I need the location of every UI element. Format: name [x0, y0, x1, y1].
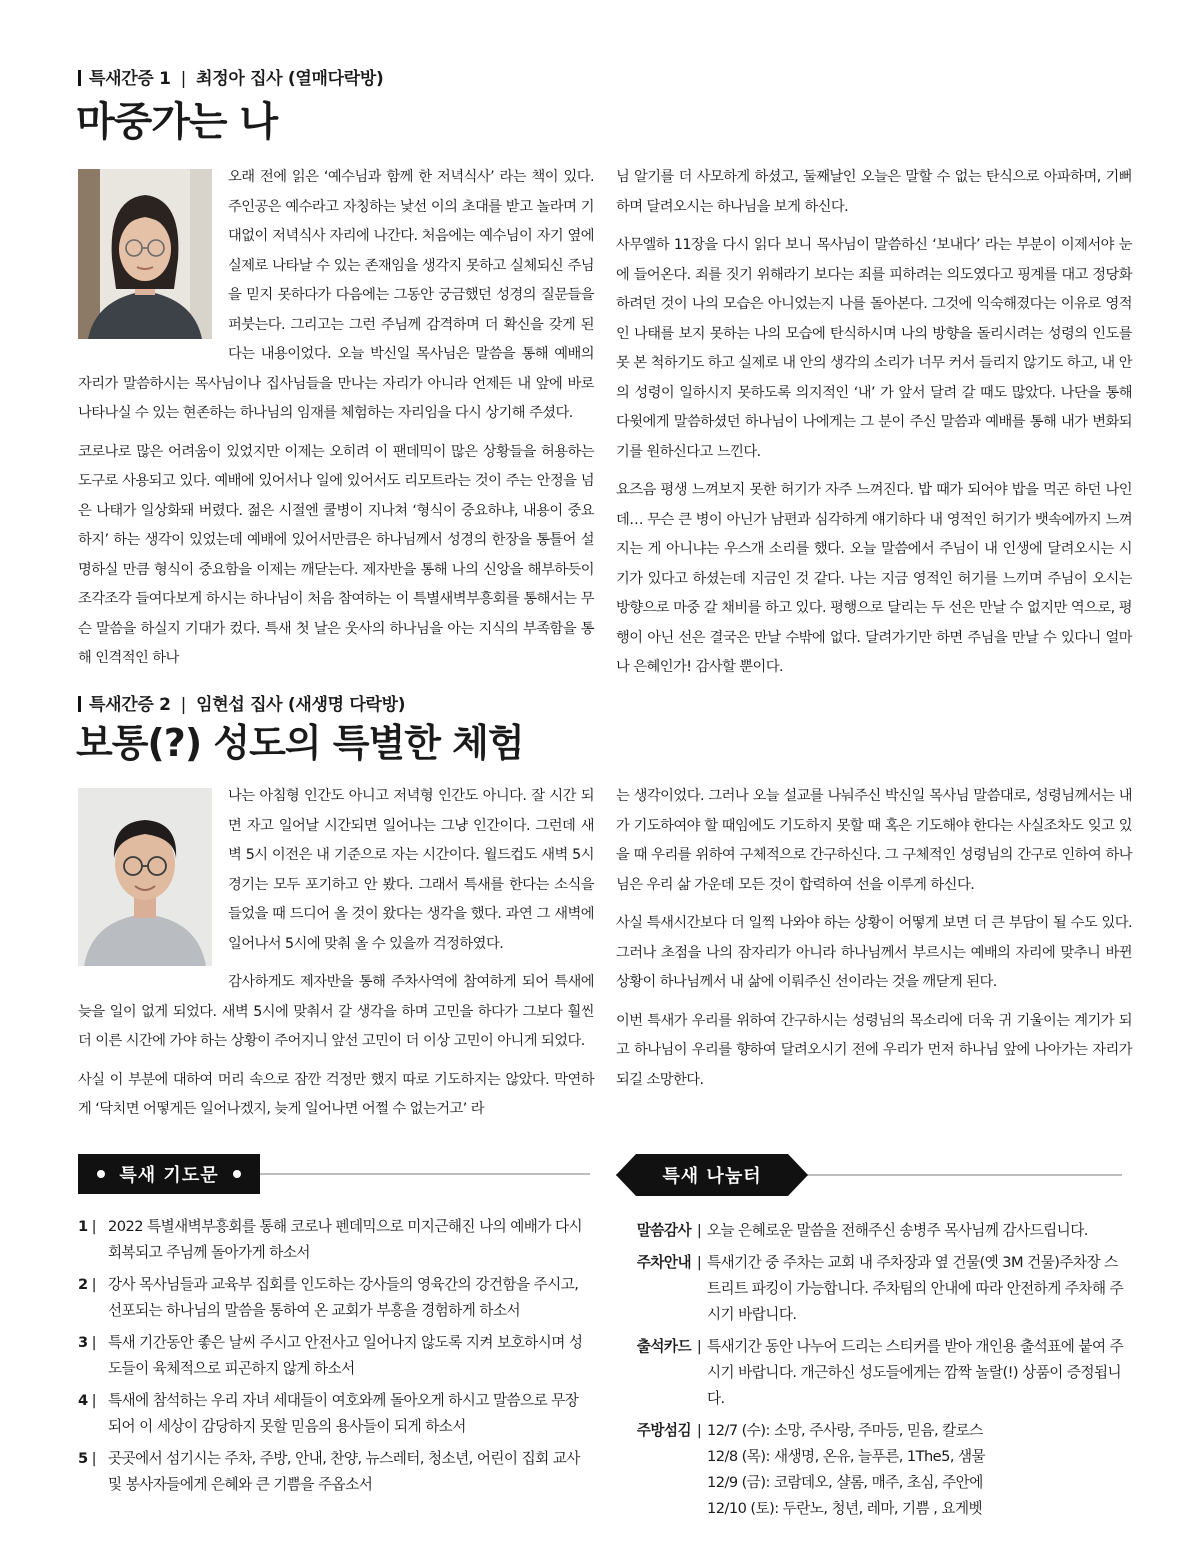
prayer-list — [78, 1214, 590, 1504]
sharing-list — [616, 1218, 1126, 1528]
testimony2-left-column — [78, 782, 594, 1134]
prayer-text: 특새 기간동안 좋은 날씨 주시고 안전사고 일어나지 않도록 지켜 보호하시며 성도들이 육체적으로 피곤하지 않게 하소서 — [108, 1334, 583, 1377]
sharing-heading-label: 특새 나눔터 — [662, 1166, 762, 1187]
prayer-number: 4 — [78, 1392, 88, 1409]
prayer-number-pipe: | — [91, 1276, 96, 1293]
kicker-separator: | — [180, 695, 187, 715]
prayer-heading — [78, 1154, 260, 1194]
testimony1-author: 최정아 집사 (열매다락방) — [196, 69, 384, 89]
prayer-number: 5 — [78, 1450, 88, 1467]
list-item — [78, 1388, 590, 1440]
prayer-number: 1 — [78, 1218, 88, 1235]
testimony1-photo — [78, 169, 212, 339]
testimony1-right-column — [616, 163, 1132, 692]
kicker-bar — [78, 70, 81, 86]
notice-label: 주방섬김 — [636, 1422, 691, 1439]
notice-text: 특새기간 중 주차는 교회 내 주차장과 옆 건물(옛 3M 건물)주차장 스트리트 파킹이 가능합니다. 주차팀의 안내에 따라 안전하게 주차해 주시기 바랍니다. — [707, 1254, 1124, 1323]
testimony2-title: 보통(?) 성도의 특별한 체험 — [76, 721, 524, 765]
testimony2-author: 임현섭 집사 (새생명 다락방) — [196, 695, 406, 715]
testimony2-paragraph-3: 사실 이 부분에 대하여 머리 속으로 잠깐 걱정만 했지 따로 기도하지는 않았다. 막연하게 ‘닥치면 어떻게든 일어나겠지, 늦게 일어나면 어쩔 수 없는거고’ 라 — [78, 1071, 594, 1117]
kitchen-schedule — [707, 1418, 1126, 1522]
testimony2-kicker — [78, 690, 405, 715]
testimony2-kicker-label: 특새간증 2 — [89, 695, 171, 715]
prayer-text: 강사 목사님들과 교육부 집회를 인도하는 강사들의 영육간의 강건함을 주시고, 선포되는 하나님의 말씀을 통하여 온 교회가 부흥을 경험하게 하소서 — [108, 1276, 579, 1319]
notice-pipe: | — [696, 1254, 702, 1271]
testimony2-paragraph-4: 는 생각이었다. 그러나 오늘 설교를 나눠주신 박신일 목사님 말씀대로, 성령님께서는 내가 기도하여야 할 때임에도 기도하지 못할 때 혹은 기도해야 한다는 사실조차도 잊고 있을 때 우리를 위하여 구체적으로 간구하신다. 그 구체적인 성령님의 간구로 인하여 하나님은 우리 삶 가운데 모든 것이 합력하여 선을 이루게 하신다. — [616, 788, 1132, 893]
prayer-heading-label: 특새 기도문 — [119, 1165, 219, 1186]
kitchen-schedule-line: 12/10 (토): 두란노, 청년, 레마, 기쁨 , 요게벳 — [707, 1500, 983, 1517]
notice-label: 말씀감사 — [636, 1222, 691, 1239]
testimony1-paragraph-1: 오래 전에 읽은 ‘예수님과 함께 한 저녁식사’ 라는 책이 있다. 주인공은 예수라고 자칭하는 낯선 이의 초대를 받고 놀라며 기대없이 저녁식사 자리에 나간다. 처음에는 예수님이 자기 옆에 실제로 나타날 수 있는 존재임을 생각지 못하고 실체되신 주님을 믿지 못하다가 다음에는 그동안 궁금했던 성경의 질문들을 퍼붓는다. 그리고는 그런 주님께 감격하며 더 확신을 갖게 된다는 내용이었다. 오늘 박신일 목사님은 말씀을 통해 예배의 자리가 말씀하시는 목사님이나 집사님들을 만나는 자리가 아니라 언제든 내 앞에 바로 나타나실 수 있는 현존하는 하나님의 임재를 체험하는 자리임을 다시 상기해 주셨다. — [78, 169, 594, 421]
testimony2-paragraph-2: 감사하게도 제자반을 통해 주차사역에 참여하게 되어 특새에 늦을 일이 없게 되었다. 새벽 5시에 맞춰서 갈 생각을 하며 고민을 하다가 그보다 훨씬 더 이른 시간에 가야 하는 상황이 주어지니 앞선 고민이 더 이상 고민이 아니게 되었다. — [78, 974, 594, 1049]
notice-pipe: | — [696, 1338, 702, 1355]
testimony2-paragraph-5: 사실 특새시간보다 더 일찍 나와야 하는 상황이 어떻게 보면 더 큰 부담이 될 수도 있다. 그러나 초점을 나의 잠자리가 아니라 하나님께서 부르시는 예배의 자리에 맞추니 바뀐 상황이 하나님께서 내 삶에 이뤄주신 선이라는 것을 깨닫게 된다. — [616, 915, 1132, 990]
man-portrait-icon — [78, 788, 212, 966]
list-item — [78, 1330, 590, 1382]
bullet-dot-icon — [97, 1170, 105, 1178]
bullet-dot-icon — [233, 1170, 241, 1178]
prayer-number: 3 — [78, 1334, 88, 1351]
testimony1-kicker — [78, 64, 383, 89]
testimony2-paragraph-1: 나는 아침형 인간도 아니고 저녁형 인간도 아니다. 잘 시간 되면 자고 일어날 시간되면 일어나는 그냥 인간이다. 그런데 새벽 5시 이전은 내 기준으로 자는 시간이다. 월드컵도 새벽 5시 경기는 모두 포기하고 안 봤다. 그래서 특새를 한다는 소식을 들었을 때 드디어 올 것이 왔다는 생각을 했다. 과연 그 새벽에 일어나서 5시에 맞춰 올 수 있을까 걱정하였다. — [228, 788, 594, 952]
prayer-text: 2022 특별새벽부흥회를 통해 코로나 펜데믹으로 미지근해진 나의 예배가 다시 회복되고 주님께 돌아가게 하소서 — [108, 1218, 583, 1261]
notice-row — [616, 1250, 1126, 1328]
prayer-number-pipe: | — [91, 1334, 96, 1351]
kicker-bar — [78, 696, 81, 712]
notice-pipe: | — [696, 1422, 702, 1439]
notice-pipe: | — [696, 1222, 702, 1239]
kitchen-schedule-line: 12/8 (목): 새생명, 온유, 늘푸른, 1The5, 샘물 — [707, 1448, 986, 1465]
testimony1-paragraph-2: 코로나로 많은 어려움이 있었지만 이제는 오히려 이 팬데믹이 많은 상황들을 허용하는 도구로 사용되고 있다. 예배에 있어서나 일에 있어서도 리모트라는 것이 주는 안정을 넘은 나태가 일상화돼 버렸다. 젊은 시절엔 쿨병이 지나쳐 ‘형식이 중요하냐, 내용이 중요하지’ 하는 생각이 있었는데 예배에 있어서만큼은 하나님께서 성경의 한장을 통틀어 설명하실 만큼 형식이 중요함을 이제는 깨닫는다. 제자반을 통해 나의 신앙을 해부하듯이 조각조각 들여다보게 하시는 하나님이 처음 참여하는 이 특별새벽부흥회를 통해서는 무슨 말씀을 하실지 기대가 컸다. 특새 첫 날은 웃사의 하나님을 아는 지식의 부족함을 통해 인격적인 하나 — [78, 443, 594, 666]
list-item — [78, 1272, 590, 1324]
testimony2-paragraph-6: 이번 특새가 우리를 위하여 간구하시는 성령님의 목소리에 더욱 귀 기울이는 계기가 되고 하나님이 우리를 향하여 달려오시기 전에 우리가 먼저 하나님 앞에 나아가는 자리가 되길 소망한다. — [616, 1012, 1132, 1088]
notice-row — [616, 1418, 1126, 1522]
prayer-number: 2 — [78, 1276, 88, 1293]
prayer-number-pipe: | — [91, 1392, 96, 1409]
kicker-separator: | — [180, 69, 187, 89]
testimony1-paragraph-5: 요즈음 평생 느껴보지 못한 허기가 자주 느껴진다. 밥 때가 되어야 밥을 먹곤 하던 나인데… 무슨 큰 병이 아닌가 남편과 심각하게 얘기하다 내 영적인 허기가 뱃속에까지 느껴지는 게 아니냐는 우스개 소리를 했다. 오늘 말씀에서 주님이 내 인생에 달려오시는 시기가 있다고 하셨는데 지금인 것 같다. 나는 지금 영적인 허기를 느끼며 주님이 오시는 방향으로 마중 갈 채비를 하고 있다. 평행으로 달리는 두 선은 만날 수 없지만 역으로, 평행이 아닌 선은 결국은 만날 수밖에 없다. 달려가기만 하면 주님을 만날 수 있다니 얼마나 은혜인가! 감사할 뿐이다. — [616, 482, 1132, 675]
testimony2-photo — [78, 788, 212, 966]
prayer-number-pipe: | — [91, 1450, 96, 1467]
notice-text: 특새기간 동안 나누어 드리는 스티커를 받아 개인용 출석표에 붙여 주시기 바랍니다. 개근하신 성도들에게는 깜짝 놀랄(!) 상품이 증정됩니다. — [707, 1338, 1124, 1407]
testimony2-right-column — [616, 782, 1132, 1104]
notice-row — [616, 1218, 1126, 1244]
prayer-text: 특새에 참석하는 우리 자녀 세대들이 여호와께 돌아오게 하시고 말씀으로 무장되어 이 세상이 감당하지 못할 믿음의 용사들이 되게 하소서 — [108, 1392, 579, 1435]
testimony1-title: 마중가는 나 — [76, 99, 278, 145]
list-item — [78, 1446, 590, 1498]
woman-portrait-icon — [78, 169, 212, 339]
notice-text: 오늘 은혜로운 말씀을 전해주신 송병주 목사님께 감사드립니다. — [707, 1222, 1088, 1239]
list-item — [78, 1214, 590, 1266]
kitchen-schedule-line: 12/7 (수): 소망, 주사랑, 주마등, 믿음, 칼로스 — [707, 1422, 983, 1439]
testimony1-paragraph-4: 사무엘하 11장을 다시 읽다 보니 목사님이 말씀하신 ‘보내다’ 라는 부분이 이제서야 눈에 들어온다. 죄를 짓기 위해라기 보다는 죄를 피하려는 의도였다고 핑계를 대고 정당화하려던 것이 나의 모습은 아니었는지 나를 돌아본다. 그것에 익숙해졌다는 이유로 영적인 나태를 보지 못하는 나의 모습에 탄식하시며 나의 방향을 돌리시려는 성령의 인도를 못 본 척하기도 하고 실제로 내 안의 생각의 소리가 너무 커서 들리지 않기도 하고, 내 안의 성령이 일하시지 못하도록 의지적인 ‘내’ 가 앞서 달려 갈 때도 많았다. 나단을 통해 다윗에게 말씀하셨던 하나님이 나에게는 그 분이 주신 말씀과 예배를 통해 내가 변화되기를 원하신다고 느낀다. — [616, 237, 1132, 460]
testimony1-paragraph-3: 님 알기를 더 사모하게 하셨고, 둘째날인 오늘은 말할 수 없는 탄식으로 아파하며, 기뻐하며 달려오시는 하나님을 보게 하신다. — [616, 169, 1132, 215]
testimony1-left-column — [78, 163, 594, 683]
notice-row — [616, 1334, 1126, 1412]
testimony1-kicker-label: 특새간증 1 — [89, 69, 171, 89]
notice-label: 출석카드 — [636, 1338, 691, 1355]
prayer-text: 곳곳에서 섬기시는 주차, 주방, 안내, 찬양, 뉴스레터, 청소년, 어린이 집회 교사 및 봉사자들에게 은혜와 큰 기쁨을 주옵소서 — [108, 1450, 580, 1493]
prayer-number-pipe: | — [91, 1218, 96, 1235]
kitchen-schedule-line: 12/9 (금): 코람데오, 샬롬, 매주, 초심, 주안에 — [707, 1474, 983, 1491]
notice-label: 주차안내 — [636, 1254, 691, 1271]
